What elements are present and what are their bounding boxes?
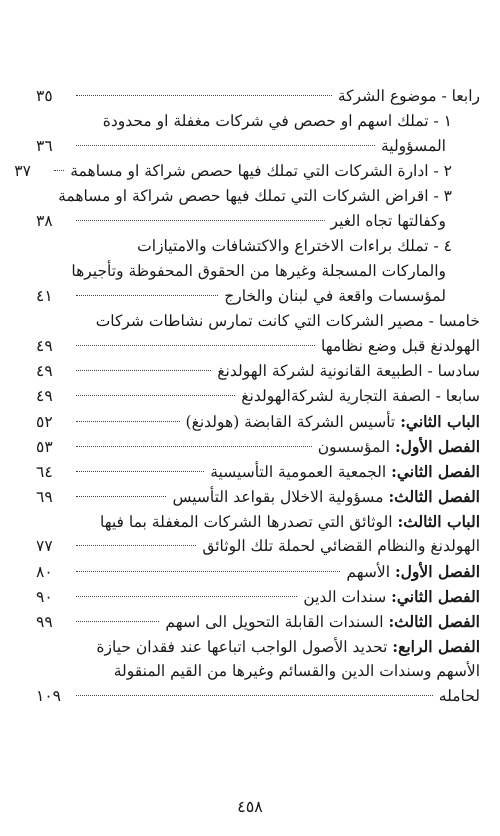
entry-title: المؤسسون bbox=[317, 438, 390, 456]
page-number: ٤٥٨ bbox=[237, 797, 263, 816]
entry-text: سابعا - الصفة التجارية لشركةالهولدنغ bbox=[241, 387, 480, 405]
entry-text bbox=[303, 584, 480, 610]
entry-title: مسؤولية الاخلال بقواعد التأسيس bbox=[172, 488, 384, 506]
dot-leader bbox=[76, 695, 433, 696]
toc-entry bbox=[36, 359, 480, 384]
toc-entry bbox=[36, 559, 480, 584]
entry-title: الأسهم bbox=[346, 563, 390, 581]
toc-entry bbox=[36, 84, 480, 109]
entry-text: لمؤسسات واقعة في لبنان والخارج bbox=[224, 287, 446, 305]
toc-entry bbox=[36, 284, 480, 309]
entry-label: الفصل الثاني: bbox=[391, 462, 480, 481]
dot-leader bbox=[76, 621, 159, 622]
entry-text: الأسهم وسندات الدين والقسائم وغيرها من القيم المنقولة bbox=[113, 662, 480, 680]
entry-label: الفصل الثالث: bbox=[388, 612, 480, 631]
entry-page: ٤٩ bbox=[36, 387, 53, 405]
entry-text bbox=[186, 409, 480, 435]
toc-entry bbox=[36, 409, 480, 434]
toc-entry bbox=[14, 159, 480, 184]
dot-leader bbox=[76, 596, 297, 597]
entry-page: ٧٧ bbox=[36, 537, 53, 555]
entry-text: رابعا - موضوع الشركة bbox=[337, 87, 480, 105]
dot-leader bbox=[76, 95, 332, 96]
dot-leader bbox=[54, 170, 64, 171]
entry-text bbox=[96, 634, 480, 660]
entry-text: سادسا - الطبيعة القانونية لشركة الهولدنغ bbox=[217, 362, 480, 380]
entry-page: ٦٩ bbox=[36, 488, 53, 506]
entry-page: ٤١ bbox=[36, 287, 53, 305]
entry-title: تأسيس الشركة القابضة (هولدنغ) bbox=[185, 413, 396, 431]
entry-page: ٣٧ bbox=[14, 162, 31, 180]
dot-leader bbox=[76, 395, 235, 396]
toc-entry bbox=[36, 234, 480, 259]
entry-page: ٣٦ bbox=[36, 137, 53, 155]
entry-label: الفصل الثالث: bbox=[388, 487, 480, 506]
entry-text: والماركات المسجلة وغيرها من الحقوق المحفوظة وتأجيرها bbox=[71, 262, 446, 280]
entry-text bbox=[172, 484, 480, 510]
entry-text bbox=[210, 459, 480, 485]
toc-entry bbox=[36, 659, 480, 684]
toc-entry bbox=[36, 184, 480, 209]
dot-leader bbox=[76, 345, 315, 346]
entry-page: ٩٩ bbox=[36, 613, 53, 631]
entry-text: ٢ - ادارة الشركات التي تملك فيها حصص شراكة او مساهمة bbox=[70, 162, 452, 180]
entry-text bbox=[318, 434, 480, 460]
entry-text: ١ - تملك اسهم او حصص في شركات مغفلة او محدودة bbox=[102, 112, 452, 130]
toc-entry bbox=[36, 609, 480, 634]
toc-entry bbox=[36, 634, 480, 659]
dot-leader bbox=[76, 145, 375, 146]
toc-entry bbox=[36, 384, 480, 409]
dot-leader bbox=[76, 421, 180, 422]
dot-leader bbox=[76, 295, 218, 296]
entry-title: سندات الدين bbox=[303, 588, 387, 606]
toc-entry bbox=[36, 434, 480, 459]
entry-label: الفصل الثاني: bbox=[391, 587, 480, 606]
entry-text: لحامله bbox=[438, 687, 480, 705]
entry-page: ٤٩ bbox=[36, 337, 53, 355]
toc-entry bbox=[36, 459, 480, 484]
entry-title: الوثائق التي تصدرها الشركات المغفلة بما فيها bbox=[99, 513, 393, 531]
table-of-contents bbox=[14, 84, 480, 709]
dot-leader bbox=[76, 471, 204, 472]
dot-leader bbox=[76, 545, 196, 546]
toc-entry bbox=[36, 109, 480, 134]
entry-page: ٤٩ bbox=[36, 362, 53, 380]
entry-label: الفصل الرابع: bbox=[392, 637, 480, 656]
entry-page: ٥٣ bbox=[36, 438, 53, 456]
entry-title: السندات القابلة التحويل الى اسهم bbox=[165, 613, 384, 631]
entry-page: ٦٤ bbox=[36, 463, 53, 481]
entry-label: الباب الثالث: bbox=[397, 512, 480, 531]
entry-title: الجمعية العمومية التأسيسية bbox=[210, 463, 387, 481]
entry-page: ٣٨ bbox=[36, 212, 53, 230]
entry-page: ٨٠ bbox=[36, 563, 53, 581]
entry-page: ٥٢ bbox=[36, 413, 53, 431]
toc-entry bbox=[36, 134, 480, 159]
toc-entry bbox=[36, 534, 480, 559]
toc-entry bbox=[36, 209, 480, 234]
entry-text: الهولدنغ قبل وضع نظامها bbox=[320, 337, 480, 355]
entry-page: ٣٥ bbox=[36, 87, 53, 105]
entry-text bbox=[165, 609, 480, 635]
dot-leader bbox=[76, 571, 340, 572]
entry-text: ٣ - اقراض الشركات التي تملك فيها حصص شراكة او مساهمة bbox=[58, 187, 452, 205]
toc-entry bbox=[36, 484, 480, 509]
entry-text: ٤ - تملك براءات الاختراع والاكتشافات والامتيازات bbox=[137, 237, 452, 255]
dot-leader bbox=[76, 220, 325, 221]
entry-text: الهولدنغ والنظام القضائي لحملة تلك الوثائق bbox=[202, 537, 480, 555]
toc-entry bbox=[36, 309, 480, 334]
toc-entry bbox=[36, 509, 480, 534]
entry-page: ١٠٩ bbox=[36, 687, 61, 705]
entry-text bbox=[346, 559, 480, 585]
dot-leader bbox=[76, 370, 211, 371]
toc-entry bbox=[36, 684, 480, 709]
entry-label: الفصل الأول: bbox=[394, 437, 480, 456]
dot-leader bbox=[76, 496, 166, 497]
entry-text: وكفالتها تجاه الغير bbox=[330, 212, 446, 230]
entry-label: الباب الثاني: bbox=[400, 412, 480, 431]
entry-text: خامسا - مصير الشركات التي كانت تمارس نشاطات شركات bbox=[95, 312, 480, 330]
entry-page: ٩٠ bbox=[36, 588, 53, 606]
toc-entry bbox=[36, 334, 480, 359]
entry-title: تحديد الأصول الواجب اتباعها عند فقدان حيازة bbox=[96, 638, 388, 656]
entry-label: الفصل الأول: bbox=[394, 562, 480, 581]
entry-text: المسؤولية bbox=[380, 137, 446, 155]
entry-text bbox=[100, 509, 480, 535]
toc-entry bbox=[36, 584, 480, 609]
toc-entry bbox=[36, 259, 480, 284]
dot-leader bbox=[76, 446, 312, 447]
